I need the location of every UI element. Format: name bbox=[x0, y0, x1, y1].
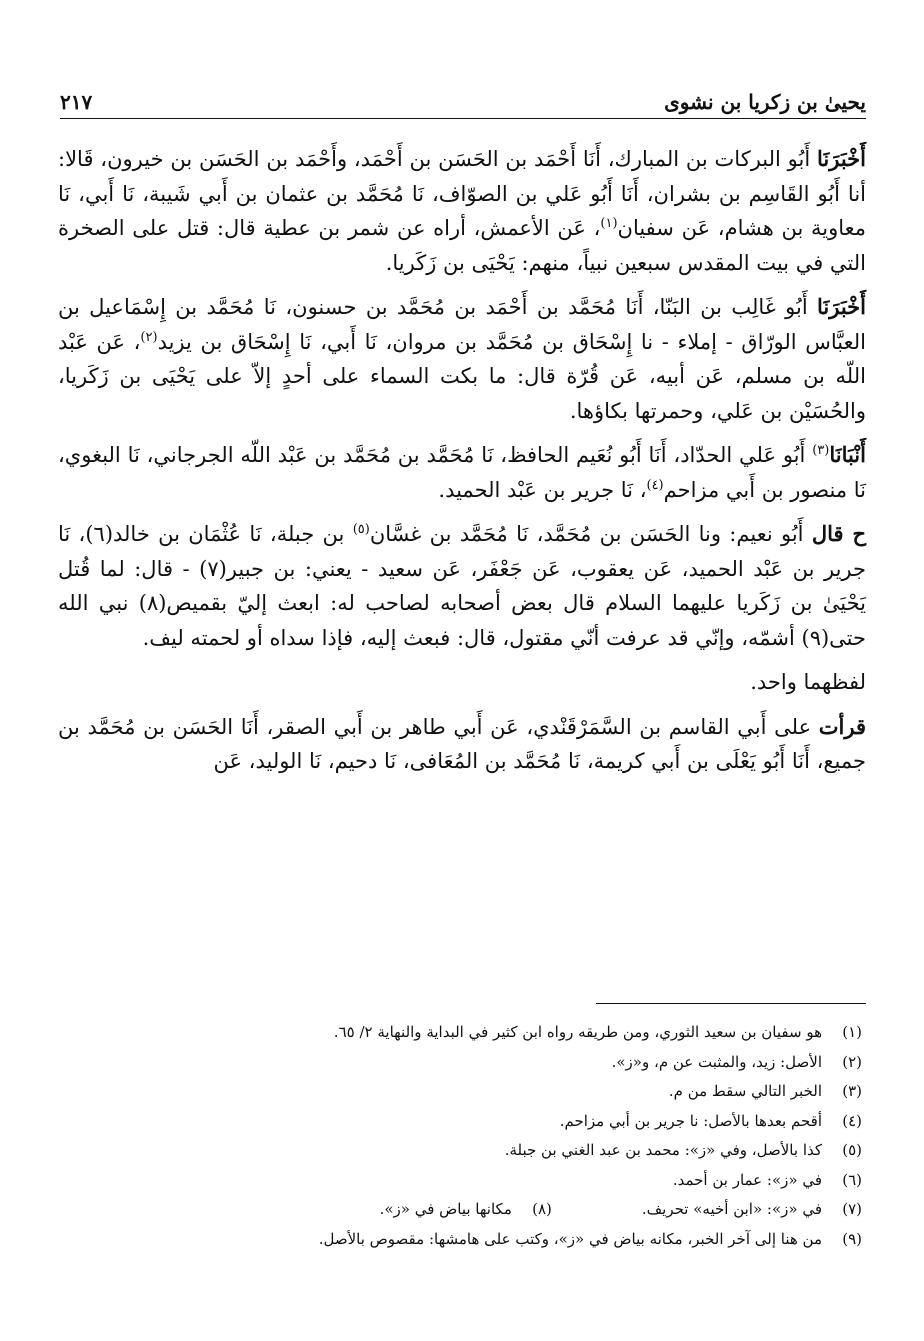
footnote bbox=[100, 1048, 862, 1078]
footnote-ref: (٤) bbox=[646, 477, 664, 493]
paragraph-text: أَبُو نعيم: ونا الحَسَن بن مُحَمَّد، نَا مُحَمَّد بن غسَّان bbox=[369, 522, 812, 546]
paragraph-text: أَبُو عَلي الحدّاد، أَنَا أَبُو نُعَيم الحافظ، نَا مُحَمَّد بن مُحَمَّد بن عَبْد اللّه الجرجاني، نَا البغوي، نَا منصور بن أَبي مزاحم bbox=[58, 443, 866, 502]
footnote-text: هو سفيان بن سعيد الثوري، ومن طريقه رواه ابن كثير في البداية والنهاية ٢/ ٦٥. bbox=[333, 1023, 822, 1041]
paragraph-text: أَبُو غَالِب بن البَنّا، أَنَا مُحَمَّد بن أَحْمَد بن مُحَمَّد بن حسنون، نَا مُحَمَّد بن إِسْمَاعيل بن العبَّاس الورّاق - إملاء - نا إِسْحَاق بن مُحَمَّد بن مروان، نَا أَبي، نَا إِسْحَاق بن يزيد bbox=[58, 295, 866, 354]
footnote-text: الخبر التالي سقط من م. bbox=[668, 1082, 822, 1100]
footnote-text: الأصل: زيد، والمثبت عن م، و«ز». bbox=[611, 1052, 822, 1071]
paragraph bbox=[58, 517, 866, 655]
footnote bbox=[100, 1107, 862, 1137]
footnote-ref: (٣) bbox=[812, 443, 830, 458]
footnote-pair bbox=[100, 1195, 862, 1225]
footnote-number: (٨) bbox=[532, 1200, 552, 1218]
paragraph bbox=[58, 665, 866, 700]
paragraph bbox=[58, 710, 866, 779]
paragraph-text: بن جبلة، نَا عُثْمَان بن خالد(٦)، نَا جرير بن عَبْد الحميد، عَن يعقوب، عَن جَعْفَر، عَن سعيد - يعني: بن جبير(٧) - قال: لما قُتل يَحْيَىٰ بن زَكَريا عليهما السلام قال بعض أصحابه لصاحب له: ابعث إليّ بقميص(٨) نبي الله حتى(٩) أشمّه، وإنّي قد عرفت أنّي مقتول، قال: فبعث إليه، فإذا سداه أو لحمته ليف. bbox=[58, 522, 866, 650]
footnote bbox=[100, 1077, 862, 1107]
footnote-number: (٢) bbox=[842, 1052, 862, 1071]
footnote bbox=[100, 1018, 862, 1048]
footnote-ref: (١) bbox=[600, 216, 618, 231]
footnote-number: (٩) bbox=[842, 1229, 862, 1248]
paragraph bbox=[58, 438, 866, 507]
footnote bbox=[642, 1195, 862, 1225]
running-title: يحيىٰ بن زكريا بن نشوى bbox=[664, 90, 866, 114]
footnote bbox=[380, 1195, 552, 1225]
paragraph-text: ، نَا جرير بن عَبْد الحميد. bbox=[438, 477, 647, 502]
main-text bbox=[58, 142, 866, 789]
paragraph-text: ، عَن الأعمش، أراه عن شمر بن عطية قال: قتل على الصخرة التي في بيت المقدس سبعين نبياً، منهم: يَحْيَى بن زَكَريا. bbox=[58, 216, 866, 275]
footnote bbox=[100, 1166, 862, 1196]
footnote-ref: (٥) bbox=[352, 522, 370, 537]
footnote-number: (٧) bbox=[842, 1200, 862, 1218]
paragraph-lead: أَنْبَانَا bbox=[829, 442, 866, 467]
footnote-text: مكانها بياض في «ز». bbox=[379, 1200, 512, 1218]
page-number: ٢١٧ bbox=[60, 90, 93, 114]
page-header bbox=[60, 78, 866, 114]
footnote bbox=[100, 1136, 862, 1166]
paragraph bbox=[58, 142, 866, 280]
paragraph-text: ، عَن عَبْد اللّه بن مسلم، عَن أبيه، عَن قُرّة قال: ما بكت السماء على أحدٍ إلاّ على يَحْيَى بن زَكَريا، والحُسَيْن بن عَلي، وحمرتها بكاؤها. bbox=[58, 329, 866, 423]
paragraph-lead: ح قال bbox=[811, 521, 867, 546]
footnote-number: (٦) bbox=[842, 1170, 862, 1189]
footnote-text: في «ز»: عمار بن أحمد. bbox=[672, 1170, 822, 1189]
footnotes bbox=[100, 1018, 862, 1254]
paragraph-lead: أَخْبَرَنَا bbox=[817, 146, 866, 171]
paragraph bbox=[58, 290, 866, 428]
paragraph-text: أَبُو البركات بن المبارك، أَنَا أَحْمَد بن الحَسَن بن أَحْمَد، وأَحْمَد بن الحَسَن بن خيرون، قَالا: أنا أَبُو القَاسِم بن بشران، أَنَا أَبُو عَلي بن الصوّاف، نَا مُحَمَّد بن عثمان بن أَبي شَيبة، نَا أَبي، نَا معاوية بن هشام، عَن سفيان bbox=[58, 147, 867, 240]
footnote-rule bbox=[596, 1003, 866, 1004]
paragraph-text: لفظهما واحد. bbox=[750, 670, 866, 694]
paragraph-lead: أَخْبَرَنَا bbox=[817, 294, 866, 319]
header-rule bbox=[60, 118, 866, 119]
footnote-number: (٣) bbox=[842, 1082, 862, 1100]
footnote-number: (٤) bbox=[842, 1111, 862, 1130]
footnote-text: كذا بالأصل، وفي «ز»: محمد بن عبد الغني بن جبلة. bbox=[504, 1141, 822, 1159]
footnote-ref: (٢) bbox=[140, 329, 158, 345]
footnote bbox=[100, 1225, 862, 1255]
footnote-text: أقحم بعدها بالأصل: نا جرير بن أبي مزاحم. bbox=[559, 1111, 822, 1130]
footnote-text: في «ز»: «ابن أخيه» تحريف. bbox=[641, 1200, 822, 1218]
paragraph-text: على أَبي القاسم بن السَّمَرْقَنْدي، عَن أَبي طاهر بن أَبي الصقر، أَنَا الحَسَن بن مُحَمَّد بن جميع، أَنَا أَبُو يَعْلَى بن أَبي كريمة، نَا مُحَمَّد بن المُعَافى، نَا دحيم، نَا الوليد، عَن bbox=[58, 714, 866, 773]
footnote-text: من هنا إلى آخر الخبر، مكانه بياض في «ز»، وكتب على هامشها: مقصوص بالأصل. bbox=[318, 1229, 822, 1248]
footnote-number: (١) bbox=[842, 1023, 862, 1041]
paragraph-lead: قرأت bbox=[818, 713, 866, 739]
footnote-number: (٥) bbox=[842, 1141, 862, 1159]
